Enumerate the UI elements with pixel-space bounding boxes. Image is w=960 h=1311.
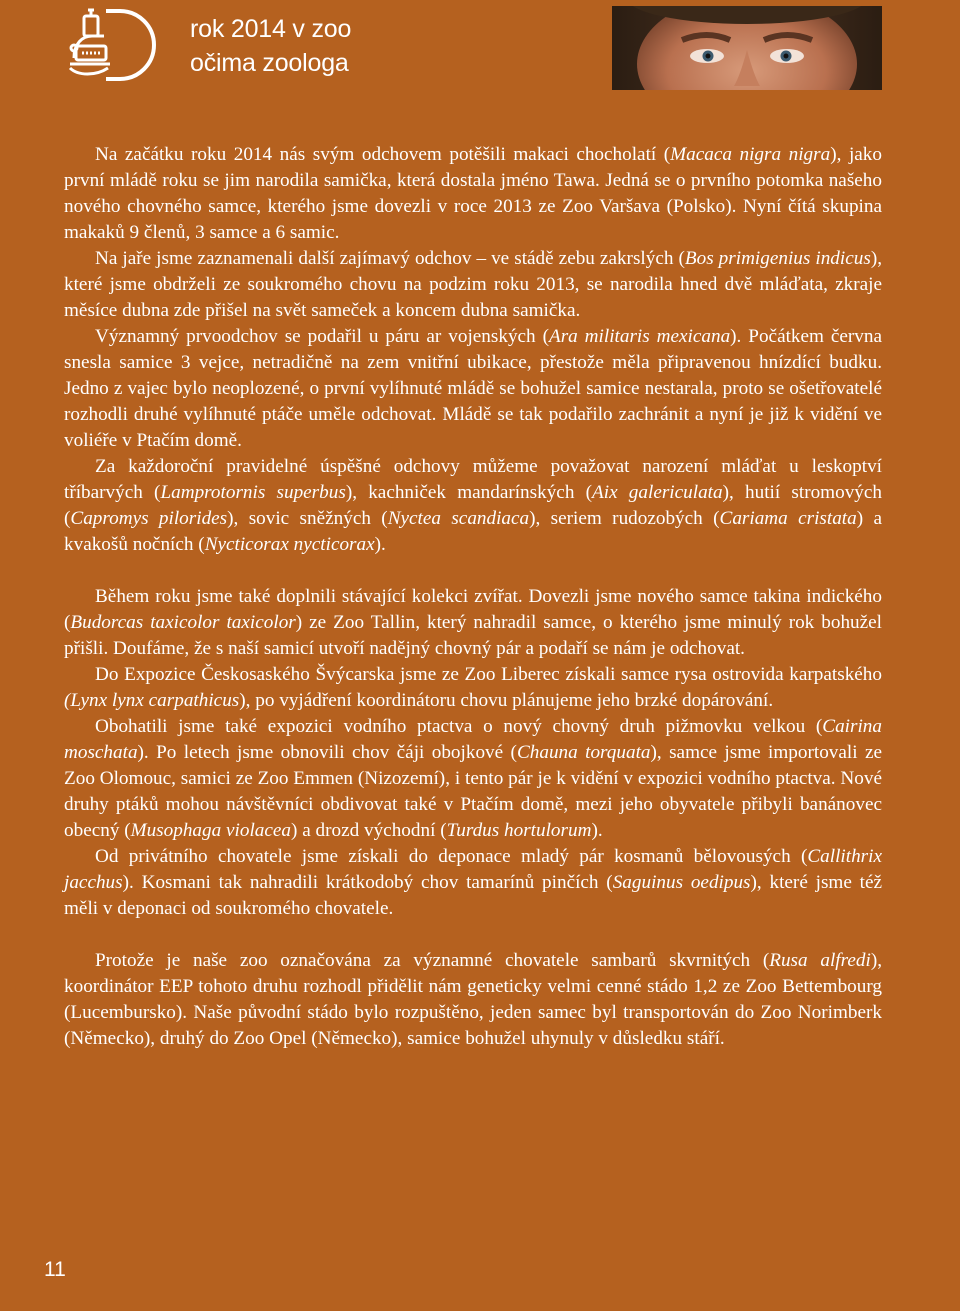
paragraph-text: Protože je naše zoo označována za významné chovatele sambarů skvrnitých (: [95, 950, 770, 971]
article-paragraph: [64, 454, 882, 558]
paragraph-text: ) a drozd východní (: [291, 820, 447, 841]
species-name: Lamprotornis superbus: [160, 482, 346, 503]
paragraph-text: ). Počátkem června snesla samice 3 vejce, netradičně na zem vnitřní ubikace, přestože měla připravenou hnízdící budku. Jedno z vajec bylo neoplozené, o první vylíhnuté mládě se bohužel samice nestarala, proto se ošetřovatelé rozhodli druhé vylíhnuté ptáče uměle odchovat. Mládě se tak podařilo zachránit a nyní je již k vidění ve voliéře v Ptačím domě.: [64, 326, 882, 451]
title-line-1: rok 2014 v zoo: [190, 15, 352, 43]
article-paragraph: [64, 844, 882, 922]
species-name: Aix galericulata: [592, 482, 723, 503]
article-paragraph: [64, 584, 882, 662]
species-name: Bos primigenius indicus: [684, 248, 871, 269]
species-name: Cariama cristata: [719, 508, 857, 529]
paragraph-text: Na jaře jsme zaznamenali další zajímavý odchov – ve stádě zebu zakrslých (: [95, 248, 685, 269]
paragraph-text: ).: [374, 534, 386, 555]
species-name: Ara militaris mexicana: [548, 326, 731, 347]
paragraph-text: ), seriem rudozobých (: [529, 508, 720, 529]
species-name: Cairina moschata: [64, 716, 882, 763]
title-line-2: očima zoologa: [190, 49, 349, 77]
paragraph-text: Od privátního chovatele jsme získali do deponace mladý pár kosmanů bělovousých (: [95, 846, 808, 867]
page-number: 11: [44, 1258, 66, 1281]
paragraph-text: ), samce jsme importovali ze Zoo Olomouc, samici ze Zoo Emmen (Nizozemí), i tento pár je k vidění v expozici vodního ptactva. Nové druhy ptáků mohou návštěvníci obdivovat také v Ptačím domě, mezi jeho obyvatele přibyli banánovec obecný (: [64, 742, 883, 841]
microscope-icon: [62, 6, 156, 84]
paragraph-text: Během roku jsme také doplnili stávající kolekci zvířat. Dovezli jsme nového samce takina indického (: [64, 586, 882, 633]
paragraph-text: Na začátku roku 2014 nás svým odchovem potěšili makaci chocholatí (: [95, 144, 671, 165]
article-paragraph: [64, 324, 882, 454]
species-name: Budorcas taxicolor taxicolor: [70, 612, 296, 633]
paragraph-text: ).: [591, 820, 603, 841]
article-paragraph: [64, 246, 882, 324]
paragraph-text: ) ze Zoo Tallin, který nahradil samce, o kterého jsme minulý rok bohužel přišli. Doufáme, že s naší samicí utvoří nadějný chovný pár a podaří se nám je odchovat.: [64, 612, 882, 659]
species-name: Rusa alfredi: [769, 950, 871, 971]
paragraph-text: ) a kvakošů nočních (: [64, 508, 883, 555]
paragraph-text: ). Kosmani tak nahradili krátkodobý chov tamarínů pinčích (: [122, 872, 613, 893]
paragraph-text: ), které jsme též měli v deponaci od soukromého chovatele.: [64, 872, 882, 919]
paragraph-text: ), které jsme obdrželi ze soukromého chovu na podzim roku 2013, se narodila hned dvě mláďata, zkraje měsíce dubna zde přišel na svět sameček a koncem dubna samička.: [64, 248, 882, 321]
article-paragraph: [64, 948, 882, 1052]
article-paragraph: [64, 142, 882, 246]
article-paragraph: [64, 662, 882, 714]
page-title: [190, 12, 351, 80]
paragraph-text: ). Po letech jsme obnovili chov čáji obojkové (: [137, 742, 517, 763]
species-name: Callithrix jacchus: [64, 846, 882, 893]
paragraph-text: ), hutií stromových (: [64, 482, 882, 529]
species-name: Musophaga violacea: [130, 820, 292, 841]
paragraph-text: ), koordinátor EEP tohoto druhu rozhodl přidělit nám geneticky velmi cenné stádo 1,2 ze Zoo Bettembourg (Lucembursko). Naše původní stádo bylo rozpuštěno, jeden samec byl transportován do Zoo Norimberk (Německo), druhý do Zoo Opel (Německo), samice bohužel uhynuly v důsledku stáří.: [64, 950, 882, 1049]
species-name: Nycticorax nycticorax: [204, 534, 375, 555]
paragraph-text: Za každoroční pravidelné úspěšné odchovy můžeme považovat narození mláďat u leskoptví tříbarvých (: [64, 456, 882, 503]
paragraph-text: Obohatili jsme také expozici vodního ptactva o nový chovný druh pižmovku velkou (: [95, 716, 823, 737]
paragraph-text: Do Expozice Českosaského Švýcarska jsme ze Zoo Liberec získali samce rysa ostrovida karpatského: [95, 664, 882, 685]
species-name: Saguinus oedipus: [612, 872, 751, 893]
paragraph-text: ), jako první mládě roku se jim narodila samička, která dostala jméno Tawa. Jedná se o prvního potomka našeho nového chovného samce, kterého jsme dovezli v roce 2013 ze Zoo Varšava (Polsko). Nyní čítá skupina makaků 9 členů, 3 samce a 6 samic.: [64, 144, 882, 243]
paragraph-text: ), kachniček mandarínských (: [345, 482, 593, 503]
species-name: Nyctea scandiaca: [387, 508, 530, 529]
article-body: [64, 142, 882, 1052]
paragraph-text: ), sovic sněžných (: [227, 508, 388, 529]
species-name: Capromys pilorides: [70, 508, 228, 529]
paragraph-text: ), po vyjádření koordinátoru chovu plánujeme jeho brzké dopárování.: [239, 690, 774, 711]
species-name: Turdus hortulorum: [446, 820, 592, 841]
zoologist-portrait: [612, 6, 882, 90]
species-name: Chauna torquata: [516, 742, 651, 763]
article-paragraph: [64, 714, 882, 844]
species-name: Macaca nigra nigra: [670, 144, 831, 165]
species-name: (Lynx lynx carpathicus: [64, 690, 240, 711]
paragraph-text: Významný prvoodchov se podařil u páru ar vojenských (: [95, 326, 549, 347]
